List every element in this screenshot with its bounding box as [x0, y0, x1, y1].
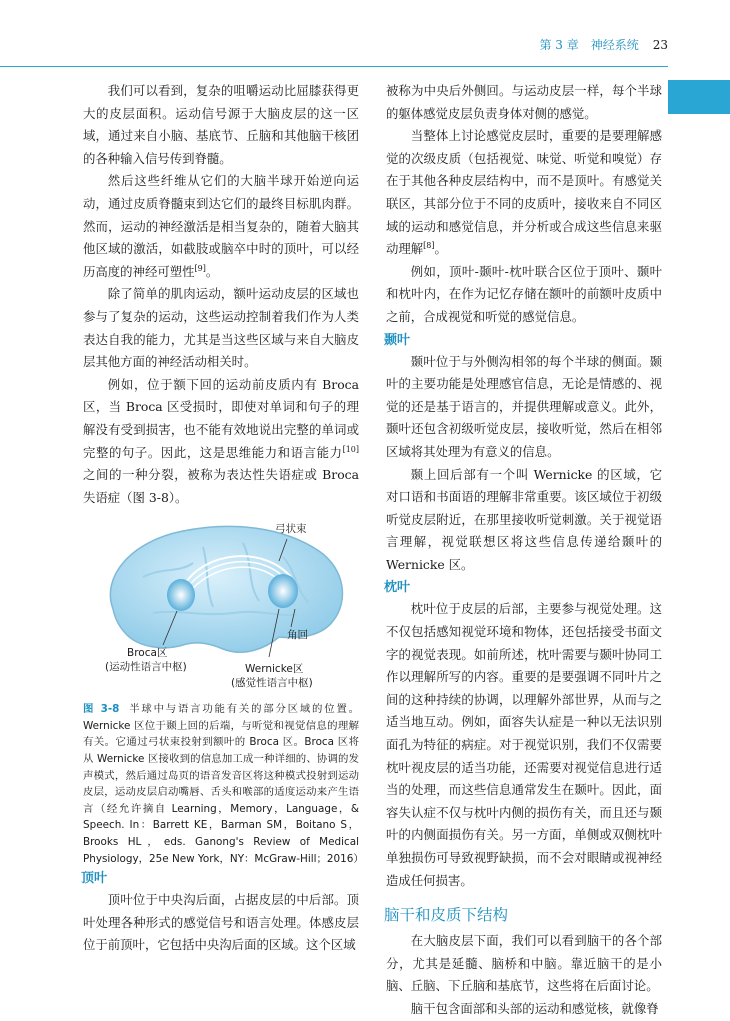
paragraph: 被称为中央后外侧回。与运动皮层一样，每个半球的躯体感觉皮层负责身体对侧的感觉。: [386, 83, 662, 121]
section-heading-occipital: 枕叶: [384, 580, 411, 596]
section-heading-brainstem: 脑干和皮质下结构: [384, 906, 509, 925]
right-column: [386, 80, 662, 1021]
label-broca: Broca区: [127, 647, 168, 660]
running-header: [539, 36, 668, 53]
paragraph: 颞叶位于与外侧沟相邻的每个半球的侧面。颞叶的主要功能是处理感官信息，无论是情感的、视觉的还是基于语言的，并提供理解或意义。此外，颞叶还包含初级听觉皮层，接收听觉，然后在相邻区域将其处理为有意义的信息。: [386, 353, 662, 459]
citation-ref: [10]: [342, 444, 359, 454]
paragraph-text: 例如，位于额下回的运动前皮质内有 Broca 区，当 Broca 区受损时，即使对单词和句子的理解没有受到损害，也不能有效地说出完整的单词或完整的句子。因此，这是思维能力和语言能力: [83, 376, 359, 460]
paragraph: 顶叶位于中央沟后面，占据皮层的中后部。顶叶处理各种形式的感觉信号和语言处理。体感皮层位于前顶叶，它包括中央沟后面的区域。这个区域: [83, 892, 359, 953]
paragraph-text: 当整体上讨论感觉皮层时，重要的是要理解感觉的次级皮质（包括视觉、味觉、听觉和嗅觉）存在于其他各种皮层结构中，而不是顶叶。有感觉关联区，其部分位于不同的皮质叶，接收来自不同区域的运动和感觉信息，并分析或合成这些信息来驱动理解: [386, 128, 662, 257]
citation-ref: [8]: [423, 241, 435, 251]
paragraph: [83, 374, 359, 510]
citation-ref: [9]: [194, 263, 206, 273]
paragraph: 脑干包含面部和头部的运动和感觉核，就像脊: [410, 1000, 659, 1016]
paragraph: 我们可以看到，复杂的咀嚼运动比屈膝获得更大的皮层面积。运动信号源于大脑皮层的这一区域，通过来自小脑、基底节、丘脑和其他脑干核团的各种输入信号传到脊髓。: [83, 83, 359, 166]
broca-area: [167, 579, 195, 611]
section-heading-temporal: 颞叶: [384, 332, 411, 348]
paragraph: [386, 125, 662, 261]
paragraph: 颞上回后部有一个叫 Wernicke 的区域，它对口语和书面语的理解非常重要。该区域位于初级听觉皮层附近，在那里接收听觉刺激。关于视觉语言理解，视觉联想区将这些信息传递给颞叶的 Wernicke 区。: [386, 466, 662, 572]
paragraph: 枕叶位于皮层的后部，主要参与视觉处理。这不仅包括感知视觉环境和物体，还包括接受书面文字的视觉表现。如前所述，枕叶需要与颞叶协同工作以理解所写的内容。重要的是要强调不同叶片之间的这种持续的协调，以理解外部世界，从而与之适当地互动。例如，面容失认症是一种以无法识别面孔为特征的病症。对于视觉识别，我们不仅需要枕叶视皮层的适当功能，还需要对视觉信息进行适当的处理，而这些信息通常发生在颞叶。因此，面容失认症不仅与枕叶内侧的损伤有关，而且还与颞叶的内侧面损伤有关。另一方面，单侧或双侧枕叶单独损伤可导致视野缺损，而不会对眼睛或视神经造成任何损害。: [386, 601, 662, 888]
chapter-side-tab: [668, 80, 730, 114]
label-angular: 角回: [287, 629, 308, 642]
label-broca-sub: (运动性语言中枢): [105, 661, 187, 674]
paragraph: 在大脑皮层下面，我们可以看到脑干的各个部分，尤其是延髓、脑桥和中脑。靠近脑干的是小脑、丘脑、下丘脑和基底节，这些将在后面讨论。: [386, 933, 662, 994]
caption-text: 半球中与语言功能有关的部分区域的位置。Wernicke 区位于颞上回的后端，与听觉和视觉信息的理解有关。它通过弓状束投射到额叶的 Broca 区。Broca 区将从 Wernicke 区接收到的信息加工成一种详细的、协调的发声模式，然后通过岛页的语音发音区将这种模式投射到运动皮层，运动皮层启动嘴唇、舌头和喉部的适度运动来产生语言（经允许摘自 Learning，Memory，Language，& Speech. In：Barrett KE，Barman SM，Boitano S，Brooks HL，eds. Ganong's Review of Medical Physiology，25e New York，NY：McGraw-Hill；2016）: [83, 703, 364, 865]
left-column: [81, 80, 364, 957]
figure-caption: [83, 701, 364, 867]
paragraph: 除了简单的肌肉运动，额叶运动皮层的区域也参与了复杂的运动，这些运动控制着我们作为人类表达自我的能力，尤其是当这些区域与来自大脑皮层其他方面的神经活动相关时。: [83, 286, 359, 370]
caption-label: 图 3-8: [83, 703, 120, 716]
paragraph-text: 之间的一种分裂，被称为表达性失语症或 Broca 失语症（图 3-8）。: [83, 467, 359, 505]
label-arcuate: 弓状束: [275, 523, 307, 536]
chapter-title: 第 3 章 神经系统: [539, 38, 639, 52]
paragraph: 例如，顶叶-颞叶-枕叶联合区位于顶叶、颞叶和枕叶内，在作为记忆存储在额叶的前额叶皮质中之前，合成视觉和听觉的感觉信息。: [386, 263, 662, 324]
paragraph: [83, 170, 359, 283]
label-wernicke-sub: (感觉性语言中枢): [231, 677, 313, 690]
brain-language-figure: [83, 517, 359, 695]
paragraph-text: 然后这些纤维从它们的大脑半球开始逆向运动，通过皮质脊髓束到达它们的最终目标肌肉群。然而，运动的神经激活是相当复杂的，随着大脑其他区域的激活，如截肢或脑卒中时的顶叶，可以经历高度的神经可塑性: [83, 173, 359, 279]
page-number: 23: [652, 38, 668, 52]
section-heading-parietal: 顶叶: [81, 871, 108, 887]
label-wernicke: Wernicke区: [245, 663, 304, 676]
wernicke-area: [268, 574, 298, 608]
paragraph-text: 。: [434, 241, 447, 257]
header-rule: [0, 66, 668, 67]
paragraph-text: 。: [205, 263, 219, 279]
